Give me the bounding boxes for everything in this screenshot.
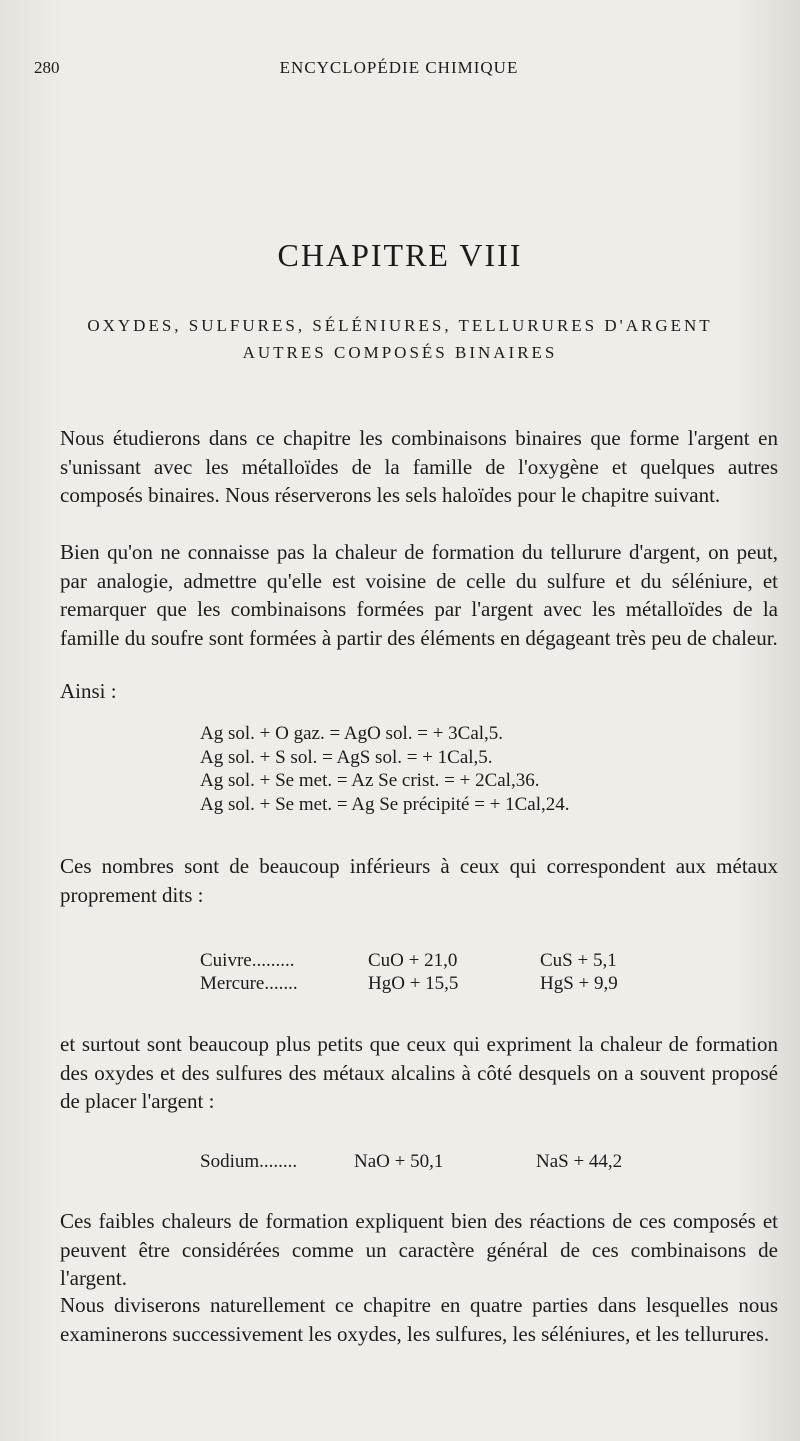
paragraph-heat-formation: Bien qu'on ne connaisse pas la chaleur de formation du tellurure d'argent, on peut, par analogie, admettre qu'elle est voisine de celle du sulfure et du séléniure, et remarquer que les combinaisons formées par l'argent avec les métalloïdes de la famille du soufre sont formées à partir des éléments en dégageant très peu de chaleur. [60, 540, 778, 650]
metal-name: Mercure....... [200, 973, 298, 994]
metal-name: Cuivre......... [200, 950, 295, 971]
oxide-value: NaO + 50,1 [354, 1151, 444, 1172]
oxide-value: CuO + 21,0 [368, 950, 458, 971]
sulfide-value: HgS + 9,9 [540, 973, 618, 994]
paragraph-comparison: Ces nombres sont de beaucoup inférieurs à ceux qui correspondent aux métaux proprement dits : [60, 854, 778, 907]
paragraph-alkali: et surtout sont beaucoup plus petits que ceux qui expriment la chaleur de formation des oxydes et des sulfures des métaux alcalins à côté desquels on a souvent proposé de placer l'argent : [60, 1032, 778, 1113]
page-number: 280 [34, 58, 60, 77]
paragraph-intro: Nous étudierons dans ce chapitre les combinaisons binaires que forme l'argent en s'unissant avec les métalloïdes de la famille de l'oxygène et quelques autres composés binaires. Nous réserverons les sels haloïdes pour le chapitre suivant. [60, 426, 778, 507]
table-row [200, 972, 660, 995]
equation-line: Ag sol. + Se met. = Az Se crist. = + 2Cal,36. [200, 770, 540, 791]
chapter-subtitle-line2: AUTRES COMPOSÉS BINAIRES [242, 343, 558, 362]
sulfide-value: CuS + 5,1 [540, 950, 617, 971]
sulfide-value: NaS + 44,2 [536, 1151, 623, 1172]
paragraph-weak-heats: Ces faibles chaleurs de formation expliquent bien des réactions de ces composés et peuvent être considérées comme un caractère général de ces combinaisons de l'argent. [60, 1209, 778, 1290]
chapter-title: CHAPITRE VIII [277, 237, 523, 273]
table-row [200, 949, 660, 972]
running-title: ENCYCLOPÉDIE CHIMIQUE [279, 58, 519, 77]
equation-line: Ag sol. + S sol. = AgS sol. = + 1Cal,5. [200, 746, 493, 768]
metals-table [200, 949, 660, 995]
equation-line: Ag sol. + Se met. = Ag Se précipité = + 1Cal,24. [200, 793, 570, 815]
oxide-value: HgO + 15,5 [368, 973, 459, 994]
equation-line: Ag sol. + O gaz. = AgO sol. = + 3Cal,5. [200, 723, 504, 744]
metal-name: Sodium........ [200, 1151, 298, 1172]
paragraph-ainsi: Ainsi : [60, 679, 117, 703]
paragraph-chapter-plan: Nous diviserons naturellement ce chapitre en quatre parties dans lesquelles nous examinerons successivement les oxydes, les sulfures, les séléniures, et les tellurures. [60, 1293, 778, 1346]
equation-block [200, 722, 720, 816]
chapter-subtitle-line1: OXYDES, SULFURES, SÉLÉNIURES, TELLURURES D'ARGENT [87, 316, 713, 335]
page-header [34, 58, 764, 88]
